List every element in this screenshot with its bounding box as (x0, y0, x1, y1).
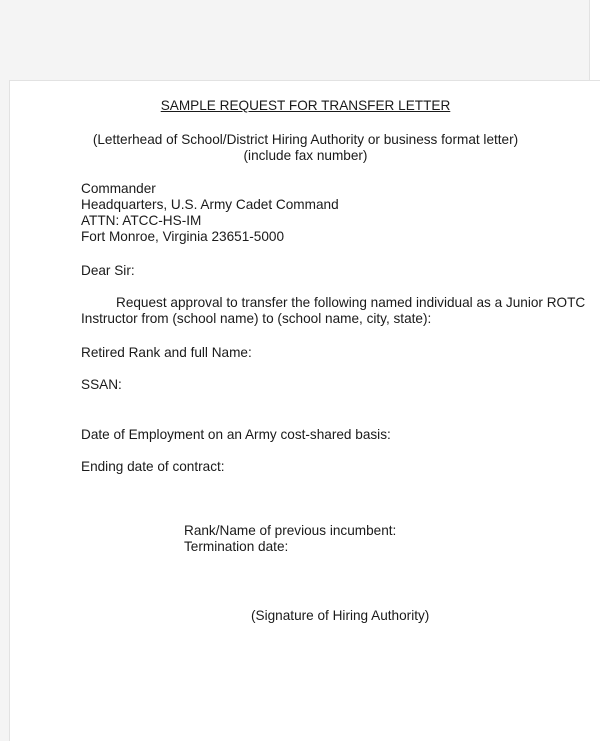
address-line: Commander (81, 181, 156, 196)
address-line: ATTN: ATCC-HS-IM (81, 213, 202, 228)
ssan-label: SSAN: (81, 377, 122, 392)
retired-rank-label: Retired Rank and full Name: (81, 345, 252, 360)
body-line: Request approval to transfer the following named individual as a Junior ROTC (116, 295, 586, 310)
document-edge (589, 0, 600, 80)
signature-line: (Signature of Hiring Authority) (251, 608, 430, 623)
document-page (9, 80, 600, 741)
ending-date-label: Ending date of contract: (81, 459, 225, 474)
address-line: Fort Monroe, Virginia 23651-5000 (81, 229, 285, 244)
termination-date-label: Termination date: (184, 539, 289, 554)
fax-note: (include fax number) (243, 148, 368, 163)
document-title: SAMPLE REQUEST FOR TRANSFER LETTER (160, 98, 451, 113)
salutation: Dear Sir: (81, 263, 135, 278)
body-line: Instructor from (school name) to (school name, city, state): (81, 311, 432, 326)
previous-incumbent-label: Rank/Name of previous incumbent: (184, 523, 397, 538)
address-line: Headquarters, U.S. Army Cadet Command (81, 197, 339, 212)
employment-date-label: Date of Employment on an Army cost-shared basis: (81, 427, 391, 442)
letterhead-note: (Letterhead of School/District Hiring Authority or business format letter) (92, 132, 519, 147)
